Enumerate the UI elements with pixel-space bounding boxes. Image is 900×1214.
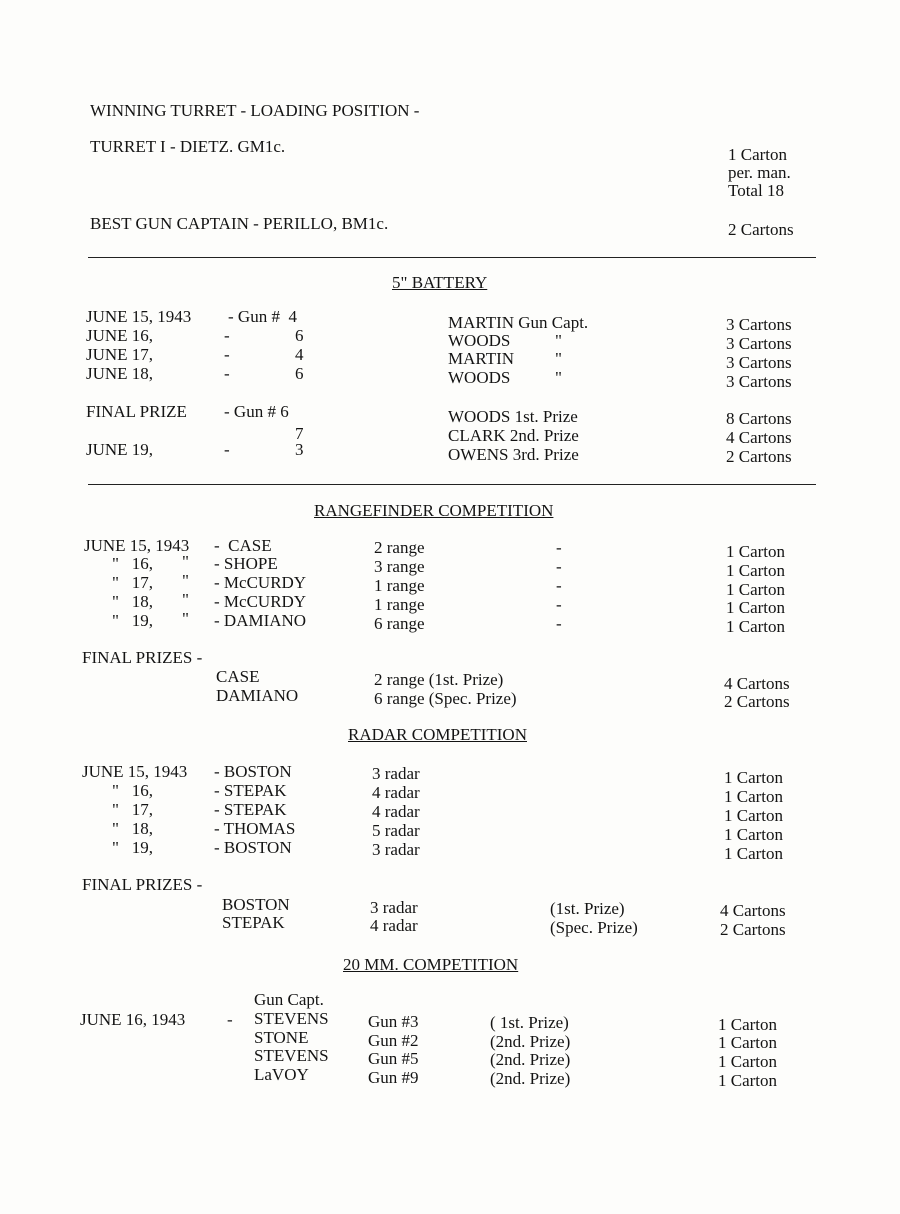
rangefinder-name: - McCURDY (214, 592, 307, 611)
mm20-title: 20 MM. COMPETITION (343, 955, 519, 974)
battery-final-award: 2 Cartons (726, 447, 792, 466)
rangefinder-award: 1 Carton (726, 598, 786, 617)
rangefinder-award: 1 Carton (726, 580, 786, 599)
rangefinder-name: - DAMIANO (214, 611, 307, 630)
rangefinder-final-range: 6 range (Spec. Prize) (374, 689, 517, 708)
rangefinder-dash: - (556, 557, 562, 576)
radar-final-award: 2 Cartons (720, 920, 786, 939)
rangefinder-award: 1 Carton (726, 542, 786, 561)
radar-final-name: STEPAK (222, 913, 285, 932)
radar-title: RADAR COMPETITION (348, 725, 527, 744)
rangefinder-final-label: FINAL PRIZES - (82, 648, 203, 667)
turret-award-1: 1 Carton (728, 145, 788, 164)
battery-date: JUNE 17, (86, 345, 154, 364)
mm20-prize: (2nd. Prize) (490, 1032, 571, 1051)
battery-gun: 6 (295, 326, 304, 345)
battery-date: JUNE 15, 1943 (86, 307, 192, 326)
mm20-award: 1 Carton (718, 1033, 778, 1052)
radar-final-value: 4 radar (370, 916, 418, 935)
mm20-award: 1 Carton (718, 1052, 778, 1071)
rangefinder-final-range: 2 range (1st. Prize) (374, 670, 504, 689)
radar-value: 4 radar (372, 802, 420, 821)
battery-award: 3 Cartons (726, 372, 792, 391)
battery-award: 3 Cartons (726, 334, 792, 353)
turret-line: TURRET I - DIETZ. GM1c. (90, 137, 286, 156)
rangefinder-dash: - (556, 595, 562, 614)
radar-final-prize: (1st. Prize) (550, 899, 625, 918)
rangefinder-final-name: CASE (216, 667, 260, 686)
mm20-column-header: Gun Capt. (254, 990, 324, 1009)
winning-turret-heading: WINNING TURRET - LOADING POSITION - (90, 101, 420, 120)
radar-award: 1 Carton (724, 844, 784, 863)
battery-final-award: 4 Cartons (726, 428, 792, 447)
ditto-mark: " (182, 590, 189, 609)
rangefinder-final-award: 2 Cartons (724, 692, 790, 711)
rangefinder-award: 1 Carton (726, 617, 786, 636)
radar-date: " 19, (112, 838, 153, 857)
battery-final-label: FINAL PRIZE (86, 402, 187, 421)
battery-dash: - (224, 440, 230, 459)
radar-name: - STEPAK (214, 781, 287, 800)
rangefinder-range: 1 range (374, 576, 425, 595)
turret-award-2: per. man. (728, 163, 791, 182)
rangefinder-dash: - (556, 576, 562, 595)
rangefinder-dash: - (556, 538, 562, 557)
mm20-date: JUNE 16, 1943 (80, 1010, 186, 1029)
section-divider (88, 257, 816, 258)
battery-gun: 4 (295, 345, 304, 364)
radar-date: " 17, (112, 800, 153, 819)
mm20-name: STONE (254, 1028, 309, 1047)
rangefinder-name: - SHOPE (214, 554, 278, 573)
best-gun-captain-line: BEST GUN CAPTAIN - PERILLO, BM1c. (90, 214, 389, 233)
battery-gun: - Gun # 4 (228, 307, 297, 326)
radar-value: 3 radar (372, 764, 420, 783)
mm20-award: 1 Carton (718, 1015, 778, 1034)
radar-final-name: BOSTON (222, 895, 290, 914)
rangefinder-title: RANGEFINDER COMPETITION (314, 501, 554, 520)
ditto-mark: " (182, 571, 189, 590)
mm20-prize: (2nd. Prize) (490, 1050, 571, 1069)
mm20-dash: - (227, 1010, 233, 1029)
mm20-prize: ( 1st. Prize) (490, 1013, 569, 1032)
radar-final-label: FINAL PRIZES - (82, 875, 203, 894)
mm20-name: LaVOY (254, 1065, 309, 1084)
battery-award: 3 Cartons (726, 353, 792, 372)
rangefinder-date: " 17, (112, 573, 153, 592)
mm20-prize: (2nd. Prize) (490, 1069, 571, 1088)
radar-value: 3 radar (372, 840, 420, 859)
radar-date: " 18, (112, 819, 153, 838)
turret-award-3: Total 18 (728, 181, 784, 200)
ditto-mark: " (555, 349, 562, 368)
mm20-gun: Gun #5 (368, 1049, 419, 1068)
radar-value: 5 radar (372, 821, 420, 840)
battery-date: JUNE 16, (86, 326, 154, 345)
radar-award: 1 Carton (724, 787, 784, 806)
battery-dash: - (224, 345, 230, 364)
battery-final-prize: WOODS 1st. Prize (448, 407, 578, 426)
rangefinder-range: 6 range (374, 614, 425, 633)
mm20-name: STEVENS (254, 1046, 329, 1065)
radar-date: " 16, (112, 781, 153, 800)
rangefinder-name: - McCURDY (214, 573, 307, 592)
rangefinder-date: " 19, (112, 611, 153, 630)
best-gun-captain-award: 2 Cartons (728, 220, 794, 239)
ditto-mark: " (555, 368, 562, 387)
mm20-gun: Gun #3 (368, 1012, 419, 1031)
battery-name: WOODS (448, 331, 511, 350)
ditto-mark: " (555, 331, 562, 350)
battery-final-gun: 3 (295, 440, 304, 459)
battery-name: MARTIN Gun Capt. (448, 313, 589, 332)
battery-title: 5" BATTERY (392, 273, 488, 292)
radar-final-value: 3 radar (370, 898, 418, 917)
rangefinder-range: 2 range (374, 538, 425, 557)
battery-award: 3 Cartons (726, 315, 792, 334)
battery-final-gun: 7 (295, 424, 304, 443)
radar-award: 1 Carton (724, 806, 784, 825)
radar-name: - THOMAS (214, 819, 296, 838)
battery-final-prize: CLARK 2nd. Prize (448, 426, 579, 445)
radar-name: - STEPAK (214, 800, 287, 819)
battery-final-award: 8 Cartons (726, 409, 792, 428)
battery-name: WOODS (448, 368, 511, 387)
ditto-mark: " (182, 552, 189, 571)
battery-final-gun: - Gun # 6 (224, 402, 289, 421)
radar-final-award: 4 Cartons (720, 901, 786, 920)
battery-dash: - (224, 364, 230, 383)
radar-value: 4 radar (372, 783, 420, 802)
battery-final-date: JUNE 19, (86, 440, 154, 459)
rangefinder-range: 3 range (374, 557, 425, 576)
radar-award: 1 Carton (724, 768, 784, 787)
rangefinder-date: " 18, (112, 592, 153, 611)
rangefinder-name: - CASE (214, 536, 272, 555)
section-divider (88, 484, 816, 485)
battery-final-prize: OWENS 3rd. Prize (448, 445, 579, 464)
rangefinder-range: 1 range (374, 595, 425, 614)
battery-gun: 6 (295, 364, 304, 383)
mm20-gun: Gun #2 (368, 1031, 419, 1050)
battery-name: MARTIN (448, 349, 515, 368)
rangefinder-dash: - (556, 614, 562, 633)
radar-final-prize: (Spec. Prize) (550, 918, 638, 937)
battery-dash: - (224, 326, 230, 345)
radar-name: - BOSTON (214, 762, 292, 781)
rangefinder-award: 1 Carton (726, 561, 786, 580)
mm20-award: 1 Carton (718, 1071, 778, 1090)
rangefinder-final-award: 4 Cartons (724, 674, 790, 693)
mm20-gun: Gun #9 (368, 1068, 419, 1087)
battery-date: JUNE 18, (86, 364, 154, 383)
rangefinder-date: " 16, (112, 554, 153, 573)
radar-name: - BOSTON (214, 838, 292, 857)
rangefinder-date: JUNE 15, 1943 (84, 536, 190, 555)
radar-award: 1 Carton (724, 825, 784, 844)
mm20-name: STEVENS (254, 1009, 329, 1028)
rangefinder-final-name: DAMIANO (216, 686, 299, 705)
ditto-mark: " (182, 609, 189, 628)
radar-date: JUNE 15, 1943 (82, 762, 188, 781)
